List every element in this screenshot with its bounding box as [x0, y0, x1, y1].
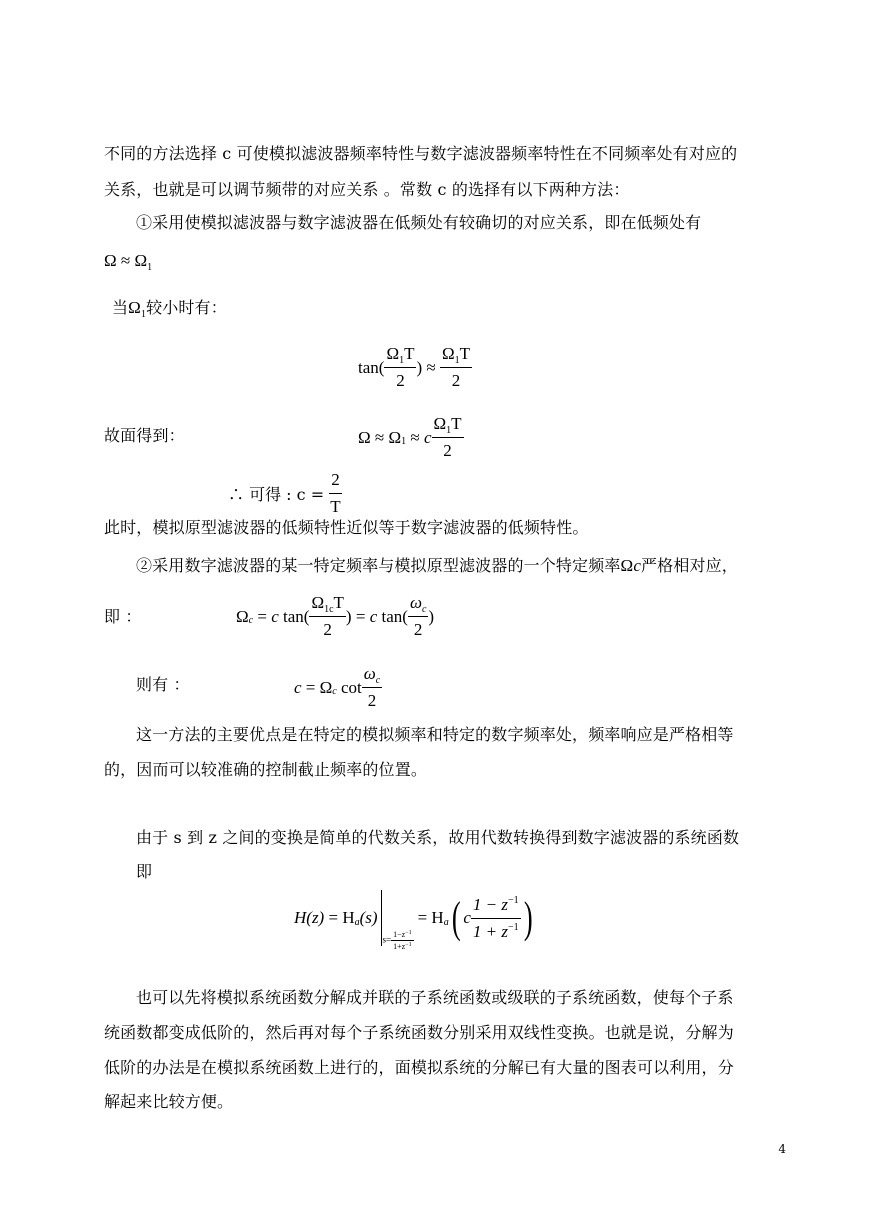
method-2-text: ②采用数字滤波器的某一特定频率与模拟原型滤波器的一个特定频率Ωc严格相对应，	[136, 556, 738, 575]
paragraph-7-line-1: 也可以先将模拟系统函数分解成并联的子系统函数或级联的子系统函数，使每个子系	[136, 988, 734, 1007]
paragraph-5-line-2: 的，因而可以较准确的控制截止频率的位置。	[104, 760, 428, 779]
paragraph-7-line-4: 解起来比较方便。	[104, 1092, 234, 1111]
transfer-function-equation: H(z) = H a (s) s= $\frac{1-z^{-1}}{1+z^{-1}}$ = H a ( c $\frac{1 - z^{-1}}{1 + z^{-1}}$ )	[294, 890, 535, 946]
paragraph-6-line-1: 由于 s 到 z 之间的变换是简单的代数关系，故用代数转换得到数字滤波器的系统函数	[136, 828, 740, 847]
page-number: 4	[778, 1142, 786, 1156]
paragraph-1-line-1: 不同的方法选择 c 可使模拟滤波器频率特性与数字滤波器频率特性在不同频率处有对应的	[104, 144, 738, 163]
paragraph-5-line-1: 这一方法的主要优点是在特定的模拟频率和特定的数字频率处，频率响应是严格相等	[136, 725, 734, 744]
method-1-text: ①采用使模拟滤波器与数字滤波器在低频处有较确切的对应关系，即在低频处有	[136, 213, 702, 232]
tan-approx-equation: tan ( $\frac{\Omega_1T}{2}$ ) ≈ $\frac{\Omega_1T}{2}$	[358, 344, 471, 390]
paragraph-7-line-2: 统函数都变成低阶的，然后再对每个子系统函数分别采用双线性变换。也就是说，分解为	[104, 1023, 734, 1042]
ji-label: 即 ：	[104, 607, 142, 626]
omega-approx-omega1: $\Omega \approx \Omega_1$	[104, 251, 153, 273]
when-small-line: 当$\Omega_1$较小时有：	[112, 298, 227, 320]
zeyou-label: 则有 ：	[136, 675, 190, 694]
evaluation-bar	[381, 890, 382, 946]
c-cot-equation: c = Ω c cot $\frac{\omega_c}{2}$	[294, 664, 381, 710]
hence-label: 故面得到：	[104, 426, 185, 445]
omega-approx-chain-equation: Ω ≈ Ω 1 ≈ c $\frac{\Omega_1T}{2}$	[358, 414, 462, 460]
paragraph-6-line-2: 即	[136, 862, 153, 881]
therefore-c-equation: ∴ 可得 : c = $\frac{2}{T}$	[228, 470, 341, 516]
omega-c-equation: Ω c = c tan ( $\frac{\Omega_{1c}T}{2}$ ) = c tan ( $\frac{\omega_c}{2}$ )	[236, 593, 435, 639]
paragraph-3: 此时，模拟原型滤波器的低频特性近似等于数字滤波器的低频特性。	[104, 518, 589, 537]
substitution-condition: s= $\frac{1-z^{-1}}{1+z^{-1}}$	[382, 929, 412, 951]
paragraph-7-line-3: 低阶的办法是在模拟系统函数上进行的，面模拟系统的分解已有大量的图表可以利用，分	[104, 1058, 734, 1077]
paragraph-1-line-2: 关系，也就是可以调节频带的对应关系 。常数 c 的选择有以下两种方法：	[104, 180, 630, 199]
